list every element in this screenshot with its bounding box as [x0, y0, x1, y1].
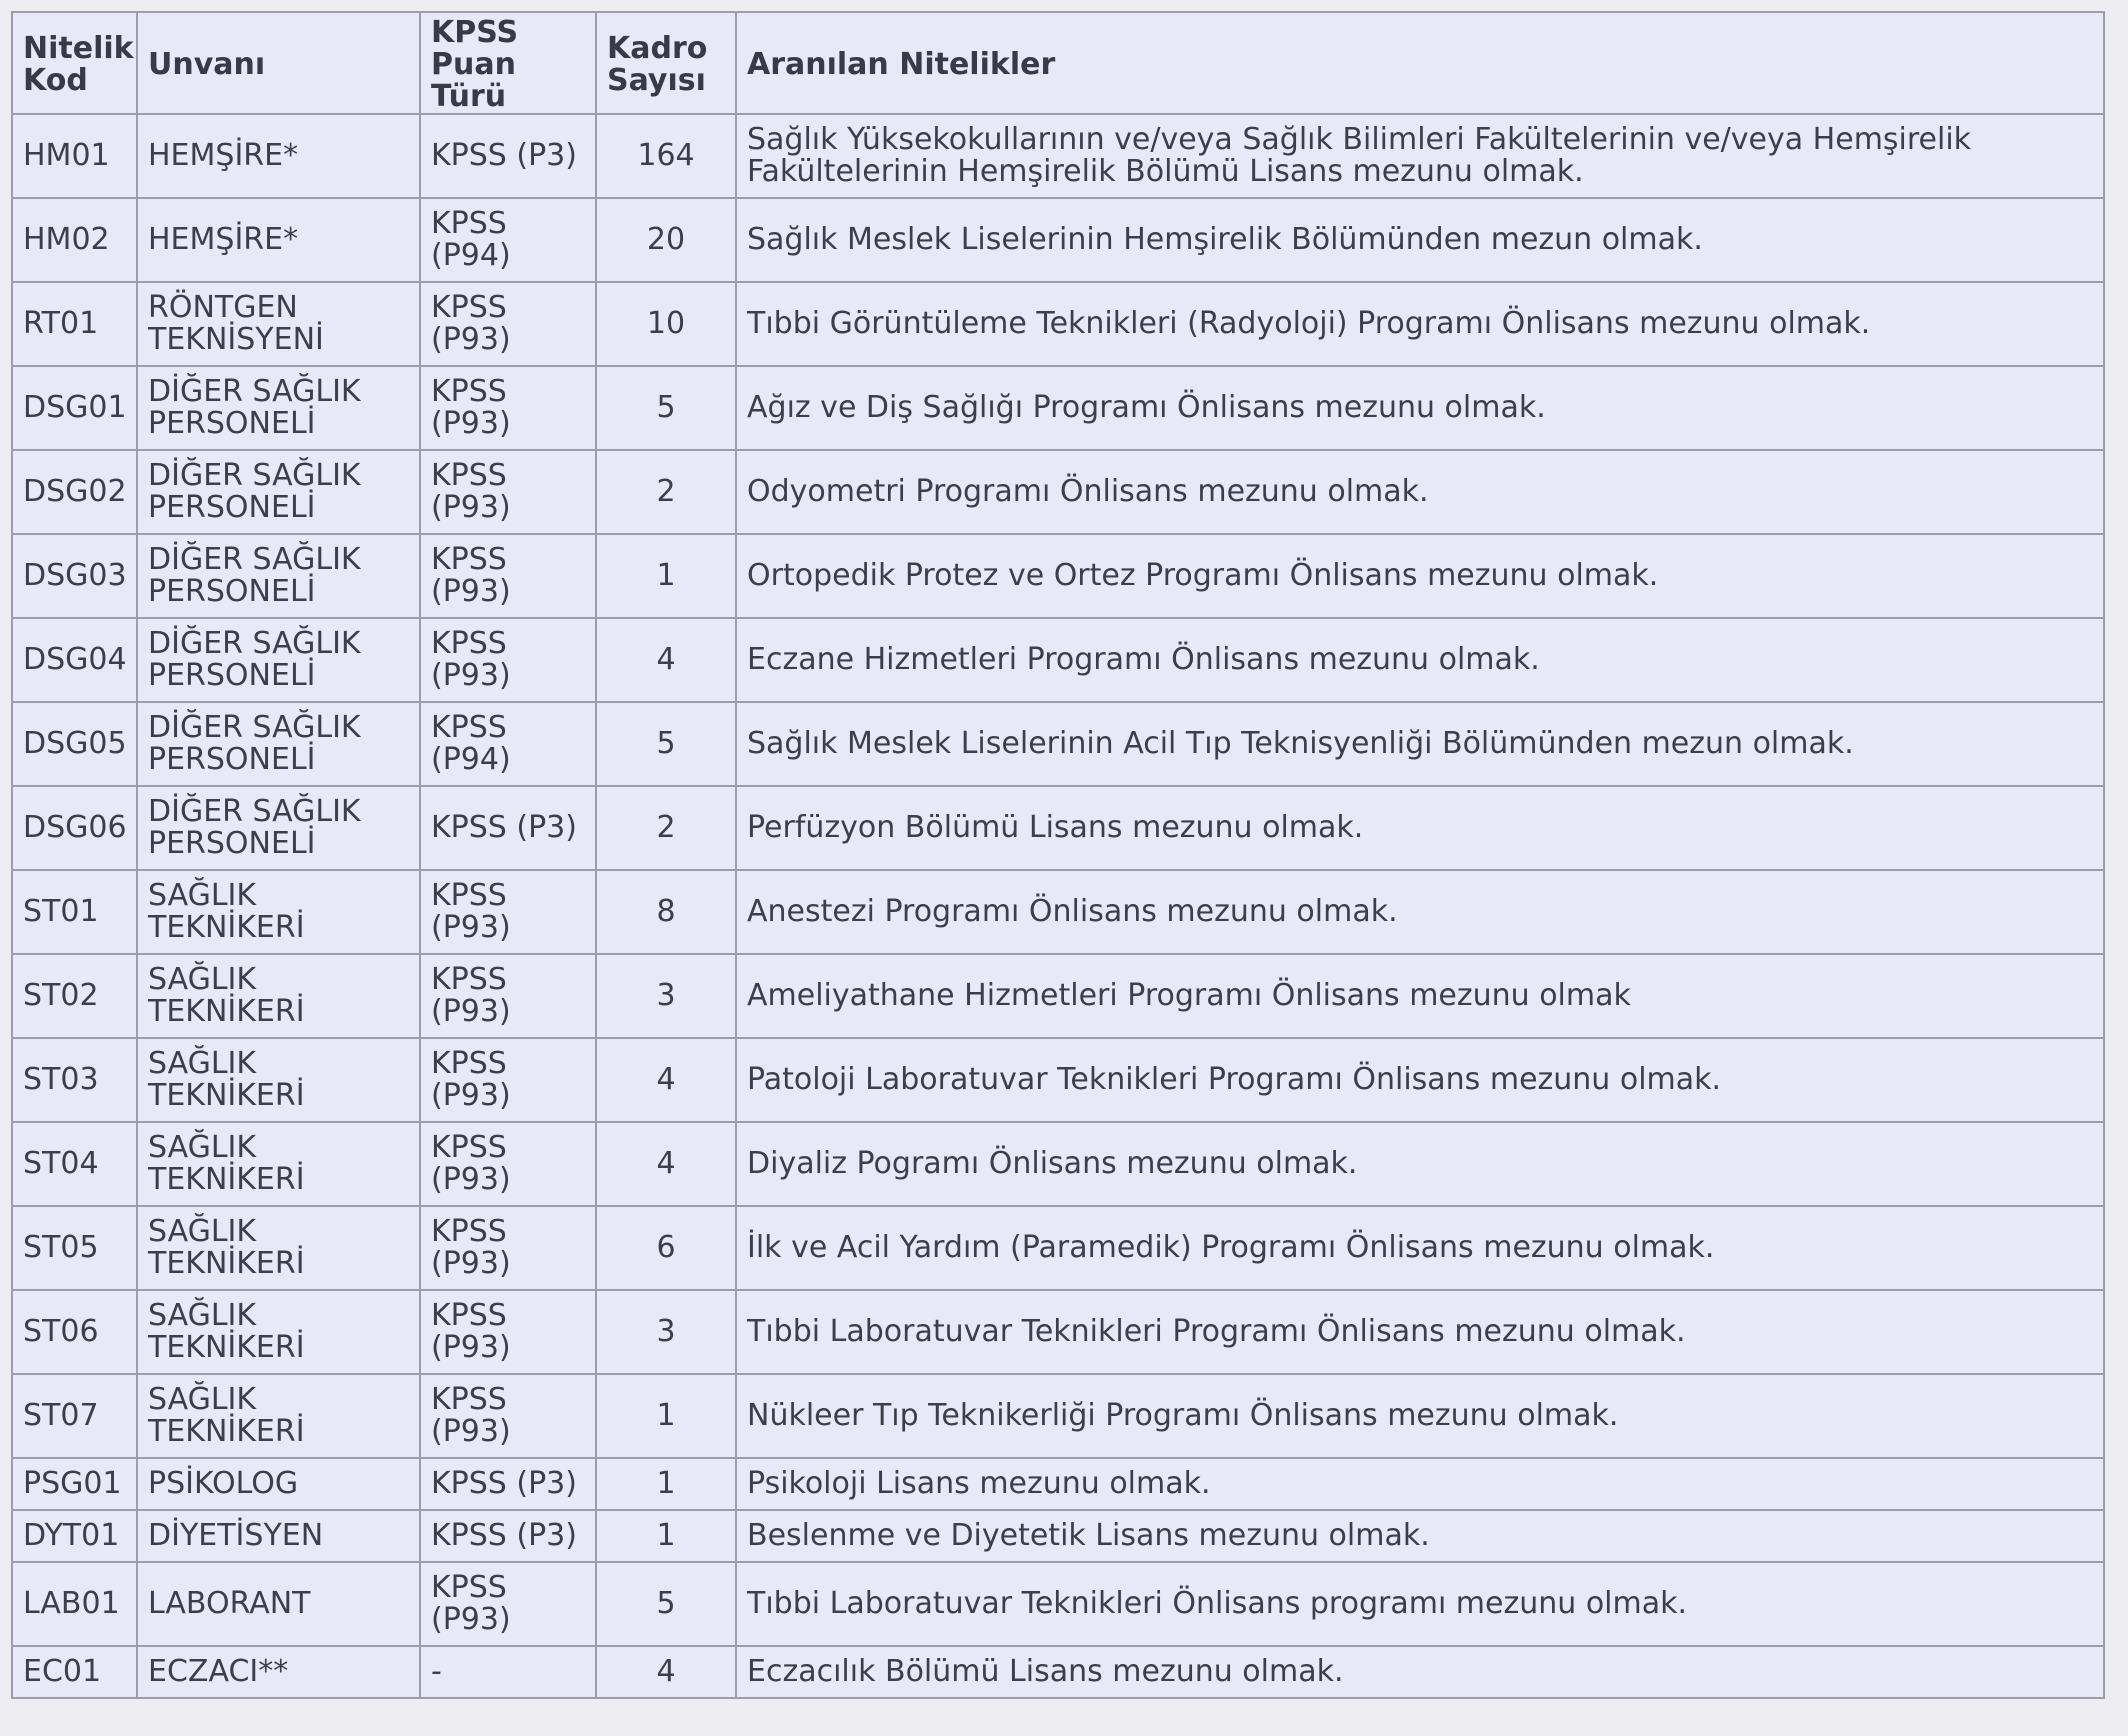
cell-count: 4 [596, 1646, 736, 1698]
cell-qualification: Eczane Hizmetleri Programı Önlisans mezunu olmak. [736, 618, 2104, 702]
cell-kpss: KPSS (P93) [420, 870, 596, 954]
table-row [12, 1122, 2104, 1206]
cell-count: 5 [596, 1562, 736, 1646]
cell-title: LABORANT [137, 1562, 420, 1646]
table-row [12, 198, 2104, 282]
cell-qualification: Psikoloji Lisans mezunu olmak. [736, 1458, 2104, 1510]
cell-title: DİĞER SAĞLIK PERSONELİ [137, 786, 420, 870]
cell-title: SAĞLIK TEKNİKERİ [137, 954, 420, 1038]
cell-code: DSG06 [12, 786, 137, 870]
header-qualifications: Aranılan Nitelikler [736, 12, 2104, 114]
cell-count: 1 [596, 534, 736, 618]
cell-title: SAĞLIK TEKNİKERİ [137, 1206, 420, 1290]
cell-code: ST01 [12, 870, 137, 954]
cell-title: PSİKOLOG [137, 1458, 420, 1510]
cell-count: 5 [596, 366, 736, 450]
cell-qualification: İlk ve Acil Yardım (Paramedik) Programı Önlisans mezunu olmak. [736, 1206, 2104, 1290]
cell-count: 3 [596, 954, 736, 1038]
cell-code: DSG02 [12, 450, 137, 534]
cell-code: LAB01 [12, 1562, 137, 1646]
cell-title: SAĞLIK TEKNİKERİ [137, 1038, 420, 1122]
cell-kpss: KPSS (P93) [420, 1290, 596, 1374]
cell-kpss: KPSS (P93) [420, 1206, 596, 1290]
cell-title: HEMŞİRE* [137, 114, 420, 198]
cell-code: DSG01 [12, 366, 137, 450]
cell-kpss: KPSS (P93) [420, 1374, 596, 1458]
cell-title: DİĞER SAĞLIK PERSONELİ [137, 534, 420, 618]
cell-qualification: Patoloji Laboratuvar Teknikleri Programı Önlisans mezunu olmak. [736, 1038, 2104, 1122]
cell-code: ST03 [12, 1038, 137, 1122]
cell-kpss: - [420, 1646, 596, 1698]
table-row [12, 1038, 2104, 1122]
cell-title: SAĞLIK TEKNİKERİ [137, 1374, 420, 1458]
cell-qualification: Anestezi Programı Önlisans mezunu olmak. [736, 870, 2104, 954]
cell-title: DİĞER SAĞLIK PERSONELİ [137, 450, 420, 534]
cell-qualification: Ağız ve Diş Sağlığı Programı Önlisans mezunu olmak. [736, 366, 2104, 450]
cell-kpss: KPSS (P93) [420, 1562, 596, 1646]
staff-positions-table [11, 11, 2105, 1699]
cell-qualification: Beslenme ve Diyetetik Lisans mezunu olmak. [736, 1510, 2104, 1562]
cell-count: 1 [596, 1458, 736, 1510]
cell-kpss: KPSS (P93) [420, 1122, 596, 1206]
cell-code: ST02 [12, 954, 137, 1038]
cell-code: DSG03 [12, 534, 137, 618]
table-row [12, 1206, 2104, 1290]
header-title: Unvanı [137, 12, 420, 114]
cell-kpss: KPSS (P93) [420, 534, 596, 618]
cell-qualification: Tıbbi Görüntüleme Teknikleri (Radyoloji) Programı Önlisans mezunu olmak. [736, 282, 2104, 366]
cell-qualification: Tıbbi Laboratuvar Teknikleri Önlisans programı mezunu olmak. [736, 1562, 2104, 1646]
cell-code: HM02 [12, 198, 137, 282]
cell-qualification: Eczacılık Bölümü Lisans mezunu olmak. [736, 1646, 2104, 1698]
cell-qualification: Ameliyathane Hizmetleri Programı Önlisans mezunu olmak [736, 954, 2104, 1038]
cell-count: 4 [596, 1038, 736, 1122]
cell-count: 1 [596, 1374, 736, 1458]
header-code: Nitelik Kod [12, 12, 137, 114]
header-kpss: KPSS Puan Türü [420, 12, 596, 114]
cell-kpss: KPSS (P93) [420, 954, 596, 1038]
table-row [12, 366, 2104, 450]
header-count: Kadro Sayısı [596, 12, 736, 114]
cell-title: DİĞER SAĞLIK PERSONELİ [137, 702, 420, 786]
cell-kpss: KPSS (P93) [420, 366, 596, 450]
cell-count: 4 [596, 618, 736, 702]
cell-count: 2 [596, 450, 736, 534]
table-row [12, 1646, 2104, 1698]
table-row [12, 786, 2104, 870]
table-row [12, 450, 2104, 534]
cell-code: ST06 [12, 1290, 137, 1374]
table-row [12, 1458, 2104, 1510]
table-row [12, 1510, 2104, 1562]
cell-count: 1 [596, 1510, 736, 1562]
cell-kpss: KPSS (P93) [420, 1038, 596, 1122]
table-row [12, 1562, 2104, 1646]
table-row [12, 114, 2104, 198]
cell-count: 6 [596, 1206, 736, 1290]
cell-qualification: Odyometri Programı Önlisans mezunu olmak. [736, 450, 2104, 534]
cell-title: DİYETİSYEN [137, 1510, 420, 1562]
cell-kpss: KPSS (P3) [420, 114, 596, 198]
cell-code: RT01 [12, 282, 137, 366]
cell-kpss: KPSS (P3) [420, 1510, 596, 1562]
cell-code: ST04 [12, 1122, 137, 1206]
cell-count: 164 [596, 114, 736, 198]
cell-title: SAĞLIK TEKNİKERİ [137, 1122, 420, 1206]
table-row [12, 1290, 2104, 1374]
cell-kpss: KPSS (P94) [420, 198, 596, 282]
cell-code: DSG05 [12, 702, 137, 786]
cell-count: 20 [596, 198, 736, 282]
cell-title: DİĞER SAĞLIK PERSONELİ [137, 618, 420, 702]
cell-count: 4 [596, 1122, 736, 1206]
cell-count: 2 [596, 786, 736, 870]
table-row [12, 534, 2104, 618]
cell-title: SAĞLIK TEKNİKERİ [137, 1290, 420, 1374]
cell-kpss: KPSS (P94) [420, 702, 596, 786]
table-row [12, 870, 2104, 954]
cell-code: ST07 [12, 1374, 137, 1458]
table-row [12, 702, 2104, 786]
cell-qualification: Sağlık Meslek Liselerinin Hemşirelik Bölümünden mezun olmak. [736, 198, 2104, 282]
table-header-row [12, 12, 2104, 114]
table-row [12, 282, 2104, 366]
cell-title: DİĞER SAĞLIK PERSONELİ [137, 366, 420, 450]
cell-qualification: Diyaliz Pogramı Önlisans mezunu olmak. [736, 1122, 2104, 1206]
cell-count: 8 [596, 870, 736, 954]
cell-code: HM01 [12, 114, 137, 198]
cell-code: DYT01 [12, 1510, 137, 1562]
table-row [12, 1374, 2104, 1458]
cell-kpss: KPSS (P3) [420, 786, 596, 870]
cell-kpss: KPSS (P93) [420, 282, 596, 366]
cell-qualification: Ortopedik Protez ve Ortez Programı Önlisans mezunu olmak. [736, 534, 2104, 618]
cell-kpss: KPSS (P3) [420, 1458, 596, 1510]
cell-code: EC01 [12, 1646, 137, 1698]
cell-code: DSG04 [12, 618, 137, 702]
cell-kpss: KPSS (P93) [420, 450, 596, 534]
cell-count: 3 [596, 1290, 736, 1374]
cell-qualification: Nükleer Tıp Teknikerliği Programı Önlisans mezunu olmak. [736, 1374, 2104, 1458]
cell-qualification: Tıbbi Laboratuvar Teknikleri Programı Önlisans mezunu olmak. [736, 1290, 2104, 1374]
cell-title: RÖNTGEN TEKNİSYENİ [137, 282, 420, 366]
cell-title: ECZACI** [137, 1646, 420, 1698]
cell-code: PSG01 [12, 1458, 137, 1510]
cell-code: ST05 [12, 1206, 137, 1290]
cell-qualification: Perfüzyon Bölümü Lisans mezunu olmak. [736, 786, 2104, 870]
cell-title: SAĞLIK TEKNİKERİ [137, 870, 420, 954]
cell-qualification: Sağlık Yüksekokullarının ve/veya Sağlık Bilimleri Fakültelerinin ve/veya Hemşirelik Fakültelerinin Hemşirelik Bölümü Lisans mezunu olmak. [736, 114, 2104, 198]
cell-title: HEMŞİRE* [137, 198, 420, 282]
cell-count: 5 [596, 702, 736, 786]
table-row [12, 954, 2104, 1038]
cell-kpss: KPSS (P93) [420, 618, 596, 702]
cell-qualification: Sağlık Meslek Liselerinin Acil Tıp Teknisyenliği Bölümünden mezun olmak. [736, 702, 2104, 786]
cell-count: 10 [596, 282, 736, 366]
table-row [12, 618, 2104, 702]
